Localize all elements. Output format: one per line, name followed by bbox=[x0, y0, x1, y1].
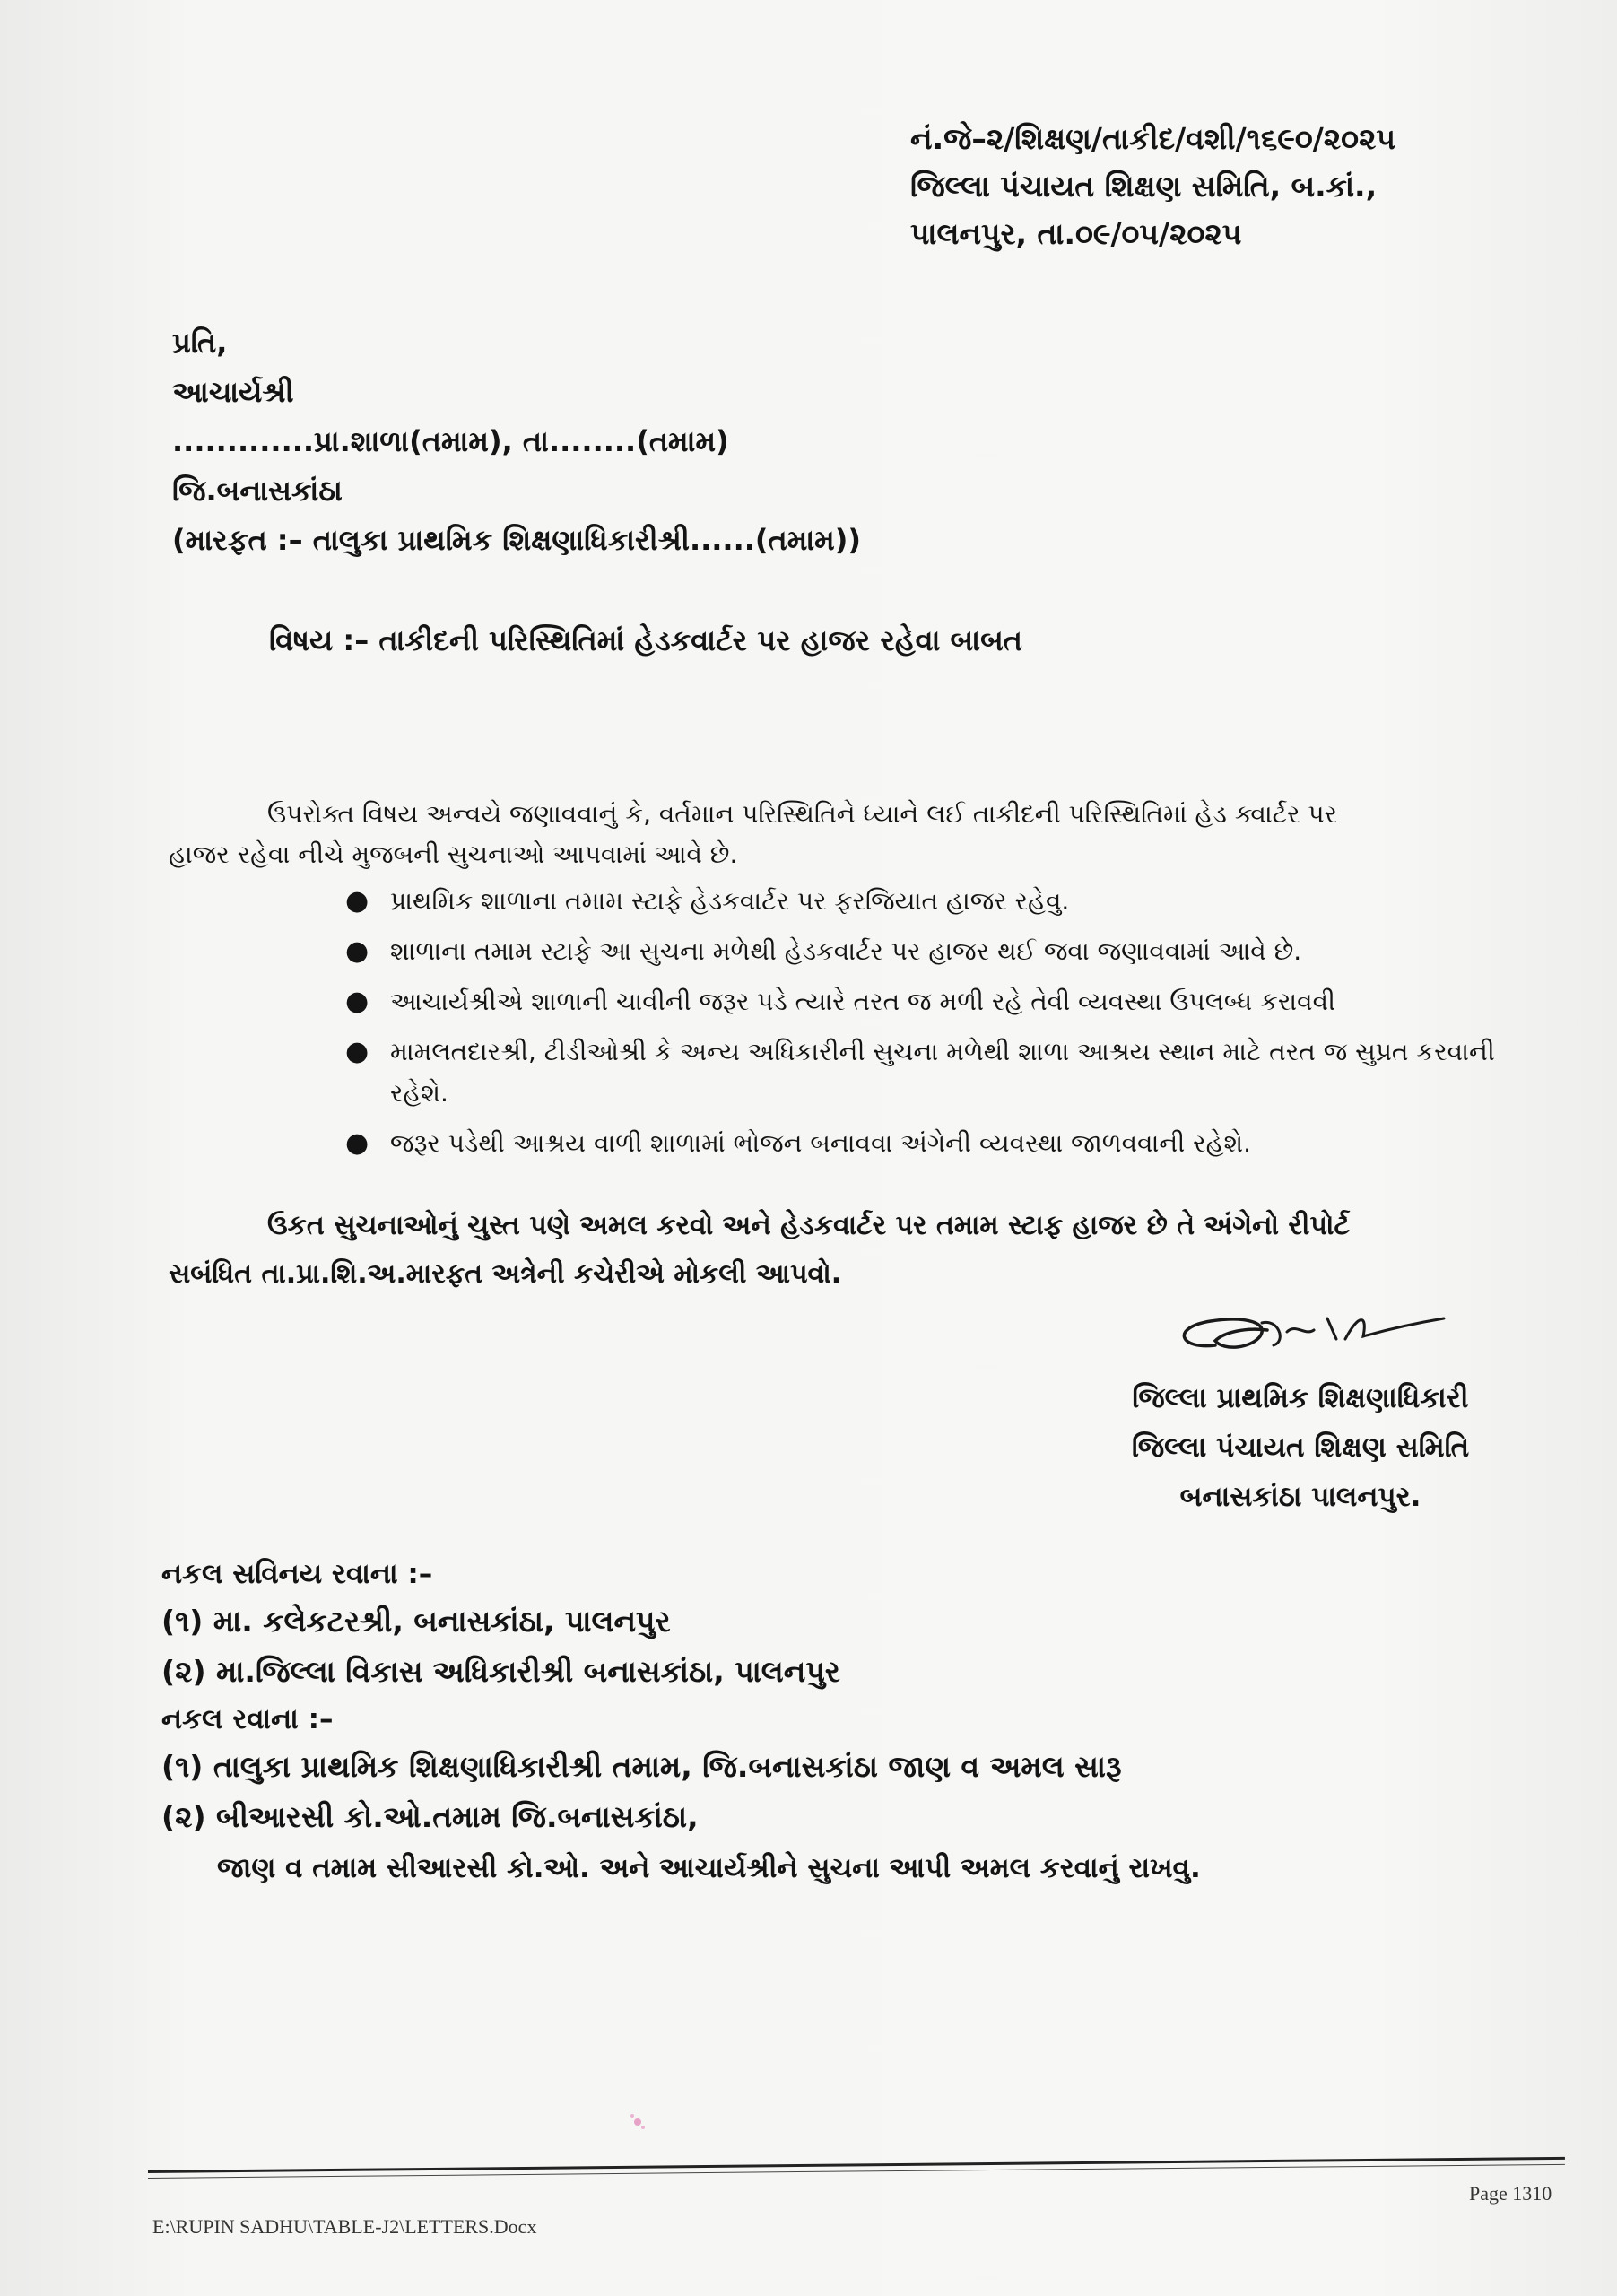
signatory-block bbox=[1103, 1374, 1498, 1522]
addressee-district: જિ.બનાસકાંઠા bbox=[172, 474, 343, 508]
reference-office: જિલ્લા પંચાયત શિક્ષણ સમિતિ, બ.કાં., bbox=[910, 169, 1378, 204]
intro-line-2: હાજર રહેવા નીચે મુજબની સુચનાઓ આપવામાં આવે છે. bbox=[169, 839, 738, 869]
signature-image bbox=[1161, 1296, 1457, 1377]
copy-item: (૨) બીઆરસી કો.ઓ.તમામ જિ.બનાસકાંઠા, bbox=[161, 1799, 699, 1834]
copy-item: (૨) મા.જિલ્લા વિકાસ અધિકારીશ્રી બનાસકાંઠા, પાલનપુર bbox=[161, 1654, 840, 1689]
reference-place-date: પાલનપુર, તા.૦૯/૦૫/૨૦૨૫ bbox=[910, 216, 1242, 251]
list-item: ● શાળાના તમામ સ્ટાફે આ સુચના મળેથી હેડકવાર્ટર પર હાજર થઈ જવા જણાવવામાં આવે છે. bbox=[341, 931, 1543, 972]
list-item: ● મામલતદારશ્રી, ટીડીઓશ્રી કે અન્ય અધિકારીની સુચના મળેથી શાળા આશ્રય સ્થાન માટે તરત જ સુપ્રત કરવાની રહેશે. bbox=[341, 1031, 1543, 1114]
copies-heading: નકલ રવાના :– bbox=[161, 1703, 334, 1735]
copy-item-continuation: જાણ વ તમામ સીઆરસી કો.ઓ. અને આચાર્યશ્રીને સુચના આપી અમલ કરવાનું રાખવુ. bbox=[217, 1852, 1201, 1884]
bullet-icon: ● bbox=[345, 935, 369, 967]
ink-stain bbox=[628, 2112, 648, 2132]
copy-item: (૧) મા. કલેકટરશ્રી, બનાસકાંઠા, પાલનપુર bbox=[161, 1604, 671, 1639]
intro-line-1: ઉપરોક્ત વિષય અન્વયે જણાવવાનું કે, વર્તમાન પરિસ્થિતિને ધ્યાને લઈ તાકીદની પરિસ્થિતિમાં હેડ ક્વાર્ટર પર bbox=[267, 799, 1338, 829]
footer-page-number: Page 1310 bbox=[1469, 2182, 1552, 2205]
intro-paragraph bbox=[169, 794, 1536, 874]
addressee-to: પ્રતિ, bbox=[172, 326, 228, 360]
bullet-icon: ● bbox=[345, 1036, 369, 1067]
reference-block bbox=[910, 115, 1395, 257]
addressee-via: (મારફત :– તાલુકા પ્રાથમિક શિક્ષણાધિકારીશ્રી......(તમામ)) bbox=[172, 523, 861, 557]
list-item: ● જરૂર પડેથી આશ્રય વાળી શાળામાં ભોજન બનાવવા અંગેની વ્યવસ્થા જાળવવાની રહેશે. bbox=[341, 1123, 1543, 1164]
closing-paragraph bbox=[169, 1202, 1536, 1299]
signatory-designation: જિલ્લા પ્રાથમિક શિક્ષણાધિકારી bbox=[1132, 1382, 1469, 1414]
signatory-place: બનાસકાંઠા પાલનપુર. bbox=[1179, 1481, 1421, 1513]
list-item: ● પ્રાથમિક શાળાના તમામ સ્ટાફે હેડકવાર્ટર પર ફરજિયાત હાજર રહેવુ. bbox=[341, 881, 1543, 922]
copies-respectful-heading: નકલ સવિનય રવાના :– bbox=[161, 1558, 433, 1590]
addressee-title: આચાર્યશ્રી bbox=[172, 375, 294, 409]
list-item: ● આચાર્યશ્રીએ શાળાની ચાવીની જરૂર પડે ત્યારે તરત જ મળી રહે તેવી વ્યવસ્થા ઉપલબ્ધ કરાવવી bbox=[341, 981, 1543, 1022]
bullet-icon: ● bbox=[345, 1127, 369, 1159]
subject-line: વિષય :– તાકીદની પરિસ્થિતિમાં હેડકવાર્ટર પર હાજર રહેવા બાબત bbox=[269, 623, 1023, 657]
addressee-school: .............પ્રા.શાળા(તમામ), તા........(તમામ) bbox=[172, 424, 729, 458]
copies-block bbox=[161, 1552, 1201, 1894]
addressee-block bbox=[172, 318, 861, 565]
footer-file-path: E:\RUPIN SADHU\TABLE-J2\LETTERS.Docx bbox=[152, 2215, 537, 2238]
closing-line-1: ઉકત સુચનાઓનું ચુસ્ત પણે અમલ કરવો અને હેડકવાર્ટર પર તમામ સ્ટાફ હાજર છે તે અંગેનો રીપોર્ટ bbox=[267, 1210, 1350, 1241]
bullet-icon: ● bbox=[345, 986, 369, 1017]
copy-item: (૧) તાલુકા પ્રાથમિક શિક્ષણાધિકારીશ્રી તમામ, જિ.બનાસકાંઠા જાણ વ અમલ સારૂ bbox=[161, 1749, 1122, 1784]
instruction-list bbox=[341, 881, 1543, 1173]
bullet-icon: ● bbox=[345, 885, 369, 917]
reference-number: નં.જે–૨/શિક્ષણ/તાકીદ/વશી/૧૬૯૦/૨૦૨૫ bbox=[910, 121, 1396, 156]
signatory-office: જિલ્લા પંચાયત શિક્ષણ સમિતિ bbox=[1131, 1431, 1470, 1464]
closing-line-2: સબંધિત તા.પ્રા.શિ.અ.મારફત અત્રેની કચેરીએ મોકલી આપવો. bbox=[169, 1258, 842, 1290]
